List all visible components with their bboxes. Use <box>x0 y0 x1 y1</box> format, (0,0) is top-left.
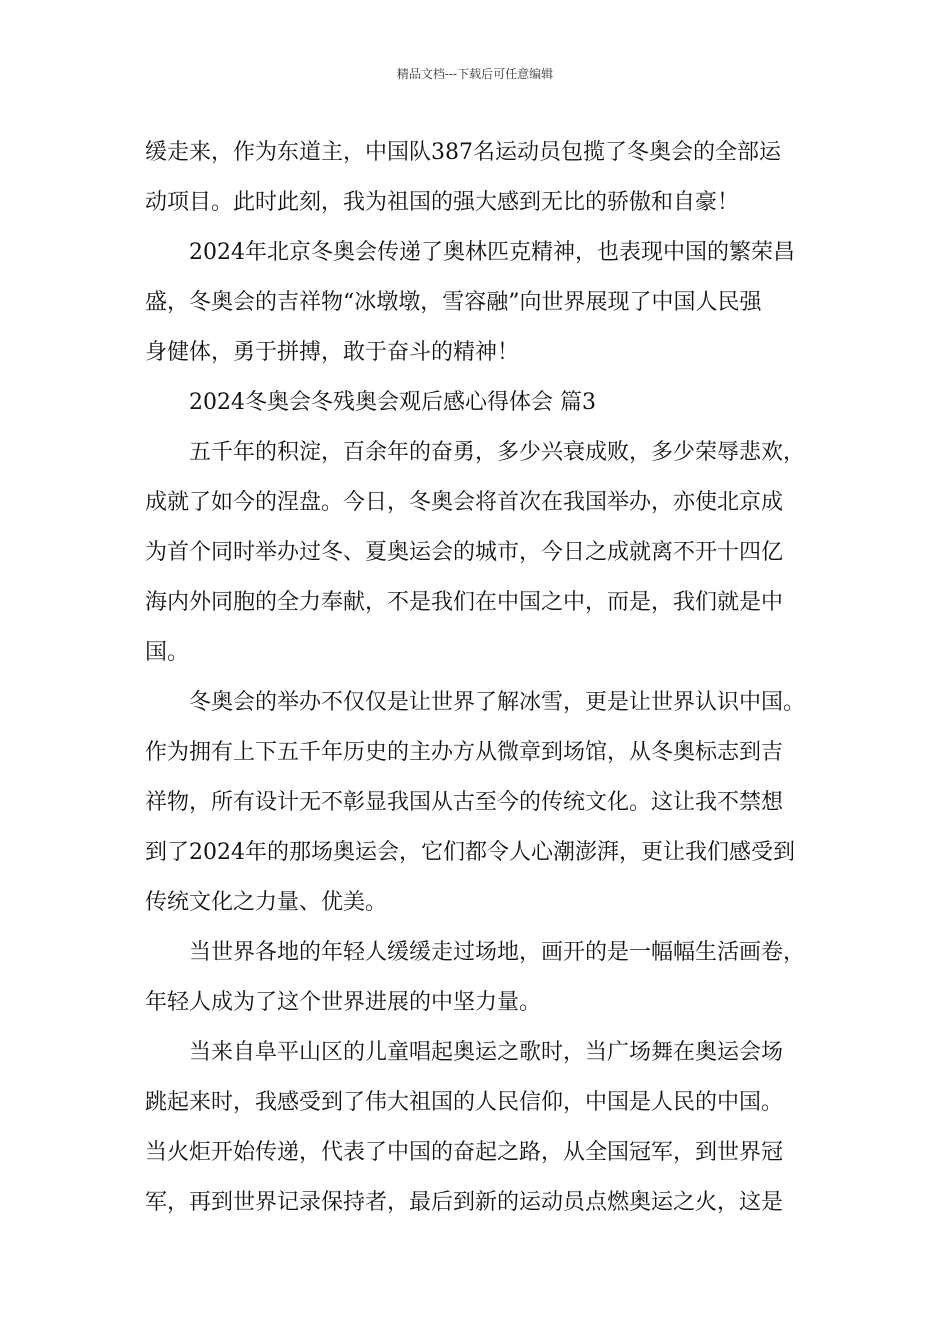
text-line: 身健体，勇于拼搏，敢于奋斗的精神！ <box>145 340 520 365</box>
text-line: 五千年的积淀，百余年的奋勇，多少兴衰成败，多少荣辱悲欢， <box>189 440 806 465</box>
text-line: 冬奥会的举办不仅仅是让世界了解冰雪，更是让世界认识中国。 <box>189 690 806 715</box>
text-line: 年轻人成为了这个世界进展的中坚力量。 <box>145 990 542 1015</box>
text-line: 缓走来，作为东道主，中国队387名运动员包揽了冬奥会的全部运 <box>145 140 781 165</box>
document-body <box>145 128 825 1228</box>
text-line: 成就了如今的涅盘。今日，冬奥会将首次在我国举办，亦使北京成 <box>145 490 784 515</box>
text-line: 当火炬开始传递，代表了中国的奋起之路，从全国冠军，到世界冠 <box>145 1140 784 1165</box>
text-line: 跳起来时，我感受到了伟大祖国的人民信仰，中国是人民的中国。 <box>145 1090 784 1115</box>
section-heading: 2024冬奥会冬残奥会观后感心得体会 篇3 <box>189 390 596 415</box>
text-line: 传统文化之力量、优美。 <box>145 890 388 915</box>
text-line: 动项目。此时此刻，我为祖国的强大感到无比的骄傲和自豪！ <box>145 190 740 215</box>
text-line: 盛，冬奥会的吉祥物“冰墩墩，雪容融”向世界展现了中国人民强 <box>145 290 762 315</box>
page-header: 精品文档---下载后可任意编辑 <box>396 67 554 81</box>
text-line: 当世界各地的年轻人缓缓走过场地，画开的是一幅幅生活画卷， <box>189 940 806 965</box>
text-line: 军，再到世界记录保持者，最后到新的运动员点燃奥运之火，这是 <box>145 1190 784 1215</box>
text-line: 到了2024年的那场奥运会，它们都令人心潮澎湃，更让我们感受到 <box>145 840 795 865</box>
text-line: 作为拥有上下五千年历史的主办方从微章到场馆，从冬奥标志到吉 <box>145 740 784 765</box>
text-line: 2024年北京冬奥会传递了奥林匹克精神，也表现中国的繁荣昌 <box>189 240 795 265</box>
text-line: 祥物，所有设计无不彰显我国从古至今的传统文化。这让我不禁想 <box>145 790 784 815</box>
text-line: 为首个同时举办过冬、夏奥运会的城市，今日之成就离不开十四亿 <box>145 540 784 565</box>
text-line: 国。 <box>145 640 190 665</box>
text-line: 当来自阜平山区的儿童唱起奥运之歌时，当广场舞在奥运会场 <box>189 1040 784 1065</box>
text-line: 海内外同胞的全力奉献，不是我们在中国之中，而是，我们就是中 <box>145 590 784 615</box>
